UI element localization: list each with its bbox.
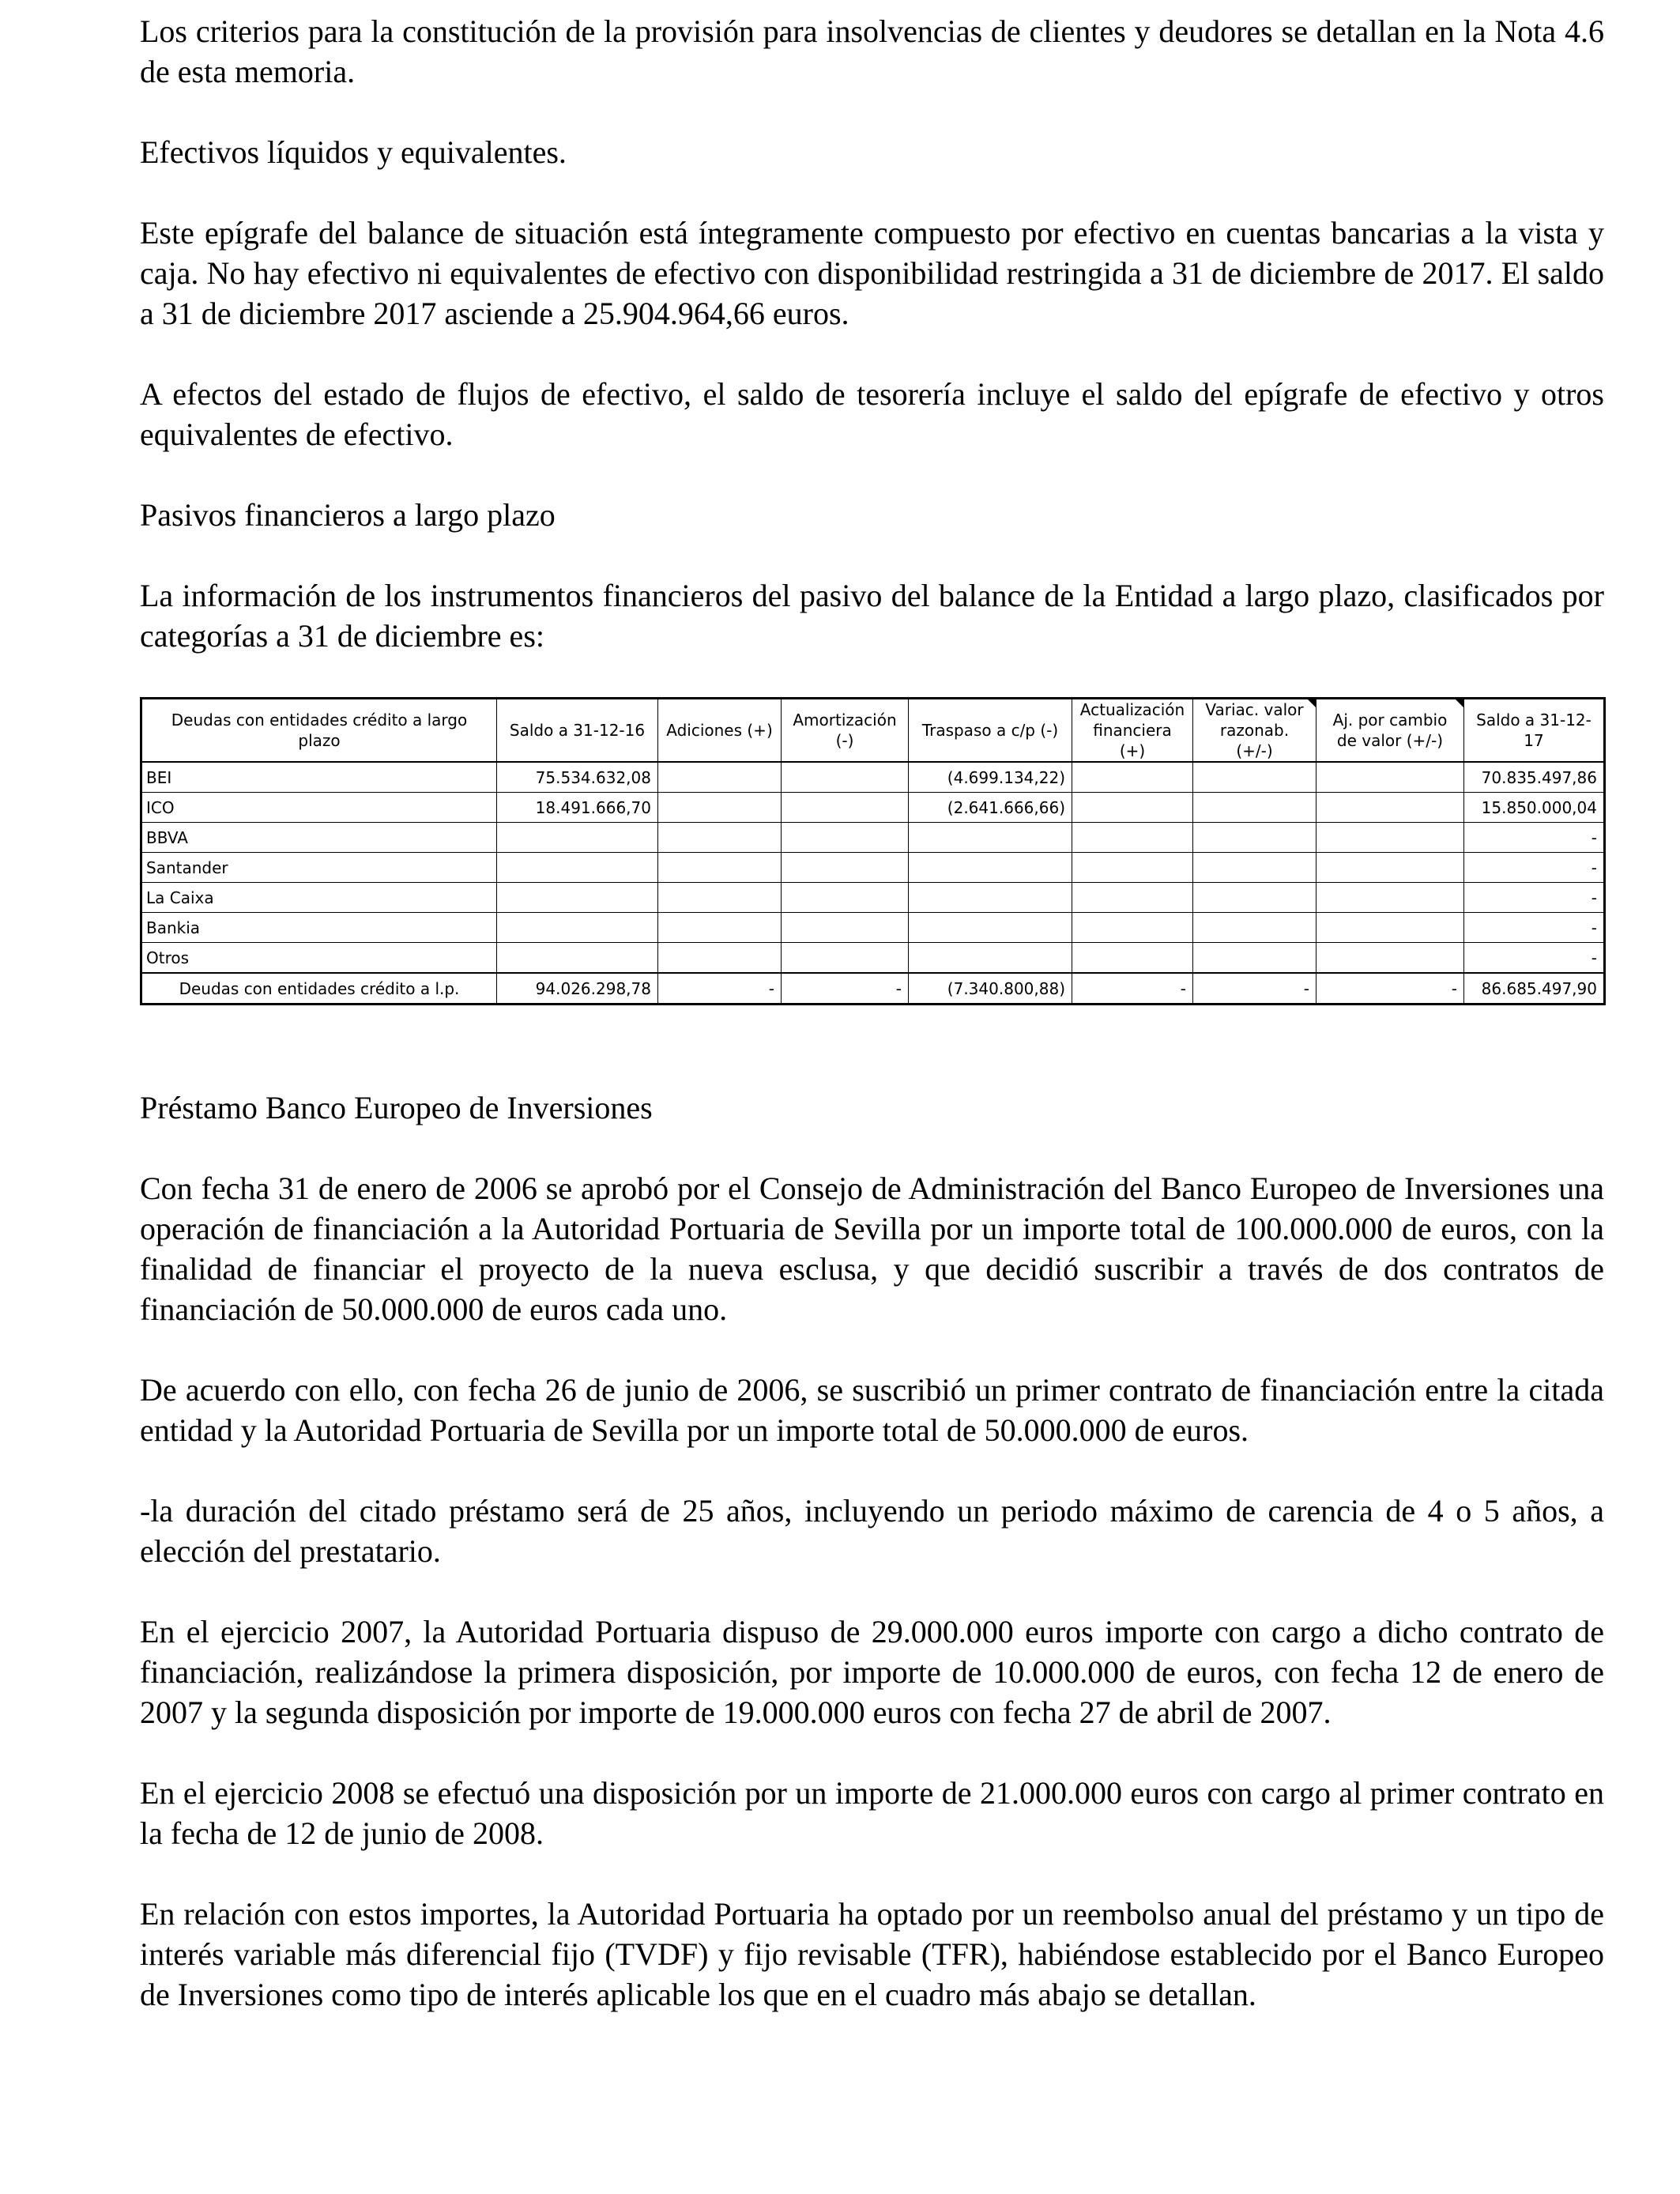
cell-value: - bbox=[1464, 943, 1605, 974]
cell-value bbox=[1193, 853, 1317, 883]
table-total-row bbox=[141, 973, 1605, 1005]
cell-value bbox=[497, 913, 658, 943]
cell-value bbox=[909, 853, 1072, 883]
cell-value bbox=[1317, 913, 1464, 943]
col-header-saldo-2016: Saldo a 31-12-16 bbox=[497, 699, 658, 763]
paragraph-provision-criteria: Los criterios para la constitución de la provisión para insolvencias de clientes y deudores se detallan en la Nota 4.6 de esta memoria. bbox=[140, 13, 1604, 89]
cell-value bbox=[909, 913, 1072, 943]
cell-value bbox=[782, 823, 909, 853]
paragraph-flujos-efectivo: A efectos del estado de flujos de efectivo, el saldo de tesorería incluye el saldo del epígrafe de efectivo y otros equivalentes de efectivo. bbox=[140, 376, 1604, 452]
cell-value bbox=[909, 943, 1072, 974]
cell-value bbox=[1193, 823, 1317, 853]
document-page bbox=[140, 11, 1604, 2015]
paragraph-reembolso-interes: En relación con estos importes, la Autoridad Portuaria ha optado por un reembolso anual del préstamo y un tipo de interés variable más diferencial fijo (TVDF) y fijo revisable (TFR), habiéndose establecido por el Banco Europeo de Inversiones como tipo de interés aplicable los que en el cuadro más abajo se detallan. bbox=[140, 1896, 1604, 2012]
col-header-ajuste-valor-text: Aj. por cambio de valor (+/-) bbox=[1332, 711, 1448, 750]
cell-value bbox=[1317, 762, 1464, 793]
comment-marker-icon bbox=[1456, 699, 1463, 707]
heading-efectivos: Efectivos líquidos y equivalentes. bbox=[140, 134, 567, 170]
cell-value bbox=[658, 853, 782, 883]
cell-total-value: 94.026.298,78 bbox=[497, 973, 658, 1005]
cell-total-value: - bbox=[782, 973, 909, 1005]
cell-value bbox=[1072, 762, 1193, 793]
cell-value bbox=[782, 883, 909, 913]
cell-entity: ICO bbox=[141, 793, 497, 823]
cell-value bbox=[782, 853, 909, 883]
cell-value bbox=[1317, 793, 1464, 823]
col-header-traspaso: Traspaso a c/p (-) bbox=[909, 699, 1072, 763]
cell-value bbox=[1317, 883, 1464, 913]
cell-value: 75.534.632,08 bbox=[497, 762, 658, 793]
cell-value: - bbox=[1464, 853, 1605, 883]
comment-marker-icon bbox=[1308, 699, 1316, 707]
table-row bbox=[141, 883, 1605, 913]
paragraph-duracion-prestamo: -la duración del citado préstamo será de 25 años, incluyendo un periodo máximo de carencia de 4 o 5 años, a elección del prestatario. bbox=[140, 1493, 1604, 1569]
heading-prestamo-bei: Préstamo Banco Europeo de Inversiones bbox=[140, 1090, 653, 1125]
col-header-deudas: Deudas con entidades crédito a largo plazo bbox=[141, 699, 497, 763]
cell-value bbox=[1193, 762, 1317, 793]
cell-value bbox=[1072, 793, 1193, 823]
cell-value: (2.641.666,66) bbox=[909, 793, 1072, 823]
cell-total-value: - bbox=[658, 973, 782, 1005]
paragraph-instrumentos-financieros: La información de los instrumentos financieros del pasivo del balance de la Entidad a largo plazo, clasificados por categorías a 31 de diciembre es: bbox=[140, 578, 1604, 654]
cell-value bbox=[782, 913, 909, 943]
cell-value: - bbox=[1464, 913, 1605, 943]
cell-value bbox=[658, 943, 782, 974]
cell-value bbox=[658, 883, 782, 913]
cell-value: 70.835.497,86 bbox=[1464, 762, 1605, 793]
table-row bbox=[141, 853, 1605, 883]
cell-entity: BEI bbox=[141, 762, 497, 793]
cell-total-value: (7.340.800,88) bbox=[909, 973, 1072, 1005]
cell-total-value: - bbox=[1072, 973, 1193, 1005]
col-header-variac-valor bbox=[1193, 699, 1317, 763]
col-header-saldo-2017: Saldo a 31-12-17 bbox=[1464, 699, 1605, 763]
cell-value bbox=[1072, 883, 1193, 913]
heading-pasivos-financieros: Pasivos financieros a largo plazo bbox=[140, 497, 556, 533]
cell-value bbox=[1072, 913, 1193, 943]
cell-value bbox=[1193, 913, 1317, 943]
cell-value bbox=[1072, 943, 1193, 974]
cell-value bbox=[909, 823, 1072, 853]
cell-value bbox=[782, 943, 909, 974]
table-row bbox=[141, 762, 1605, 793]
cell-value: - bbox=[1464, 883, 1605, 913]
cell-value bbox=[497, 883, 658, 913]
cell-value bbox=[1193, 943, 1317, 974]
paragraph-aprobacion-financiacion: Con fecha 31 de enero de 2006 se aprobó por el Consejo de Administración del Banco Europeo de Inversiones una operación de financiación a la Autoridad Portuaria de Sevilla por un importe total de 100.000.000 de euros, con la finalidad de financiar el proyecto de la nueva esclusa, y que decidió suscribir a través de dos contratos de financiación de 50.000.000 de euros cada uno. bbox=[140, 1171, 1604, 1327]
cell-value: 18.491.666,70 bbox=[497, 793, 658, 823]
cell-total-value: - bbox=[1193, 973, 1317, 1005]
cell-value bbox=[1317, 823, 1464, 853]
cell-value: 15.850.000,04 bbox=[1464, 793, 1605, 823]
cell-value bbox=[497, 823, 658, 853]
paragraph-ejercicio-2008: En el ejercicio 2008 se efectuó una disposición por un importe de 21.000.000 euros con cargo al primer contrato en la fecha de 12 de junio de 2008. bbox=[140, 1775, 1604, 1851]
col-header-adiciones: Adiciones (+) bbox=[658, 699, 782, 763]
cell-value: (4.699.134,22) bbox=[909, 762, 1072, 793]
cell-value bbox=[782, 762, 909, 793]
cell-value bbox=[658, 762, 782, 793]
col-header-variac-valor-text: Variac. valor razonab. (+/-) bbox=[1205, 700, 1304, 760]
cell-total-value: - bbox=[1317, 973, 1464, 1005]
table-row bbox=[141, 793, 1605, 823]
paragraph-ejercicio-2007: En el ejercicio 2007, la Autoridad Portuaria dispuso de 29.000.000 euros importe con cargo a dicho contrato de financiación, realizándose la primera disposición, por importe de 10.000.000 de euros, con fecha 12 de enero de 2007 y la segunda disposición por importe de 19.000.000 euros con fecha 27 de abril de 2007. bbox=[140, 1614, 1604, 1730]
cell-value bbox=[658, 793, 782, 823]
cell-entity: Santander bbox=[141, 853, 497, 883]
cell-value bbox=[909, 883, 1072, 913]
table-header-row bbox=[141, 699, 1605, 763]
table-row bbox=[141, 943, 1605, 974]
cell-value bbox=[1193, 883, 1317, 913]
cell-value bbox=[1072, 853, 1193, 883]
cell-value bbox=[1317, 943, 1464, 974]
cell-value bbox=[658, 823, 782, 853]
cell-value bbox=[658, 913, 782, 943]
cell-value bbox=[1193, 793, 1317, 823]
cell-entity: BBVA bbox=[141, 823, 497, 853]
table-row bbox=[141, 913, 1605, 943]
paragraph-efectivo-composition: Este epígrafe del balance de situación está íntegramente compuesto por efectivo en cuentas bancarias a la vista y caja. No hay efectivo ni equivalentes de efectivo con disponibilidad restringida a 31 de diciembre de 2017. El saldo a 31 de diciembre 2017 asciende a 25.904.964,66 euros. bbox=[140, 215, 1604, 331]
cell-value bbox=[1317, 853, 1464, 883]
cell-value bbox=[497, 853, 658, 883]
cell-value: - bbox=[1464, 823, 1605, 853]
cell-total-label: Deudas con entidades crédito a l.p. bbox=[141, 973, 497, 1005]
cell-total-value: 86.685.497,90 bbox=[1464, 973, 1605, 1005]
cell-value bbox=[1072, 823, 1193, 853]
cell-entity: Otros bbox=[141, 943, 497, 974]
cell-value bbox=[497, 943, 658, 974]
col-header-actualizacion: Actualización financiera (+) bbox=[1072, 699, 1193, 763]
col-header-ajuste-valor bbox=[1317, 699, 1464, 763]
paragraph-primer-contrato: De acuerdo con ello, con fecha 26 de junio de 2006, se suscribió un primer contrato de financiación entre la citada entidad y la Autoridad Portuaria de Sevilla por un importe total de 50.000.000 de euros. bbox=[140, 1372, 1604, 1448]
col-header-amortizacion: Amortización (-) bbox=[782, 699, 909, 763]
table-row bbox=[141, 823, 1605, 853]
cell-value bbox=[782, 793, 909, 823]
cell-entity: La Caixa bbox=[141, 883, 497, 913]
debt-table bbox=[140, 697, 1606, 1005]
cell-entity: Bankia bbox=[141, 913, 497, 943]
